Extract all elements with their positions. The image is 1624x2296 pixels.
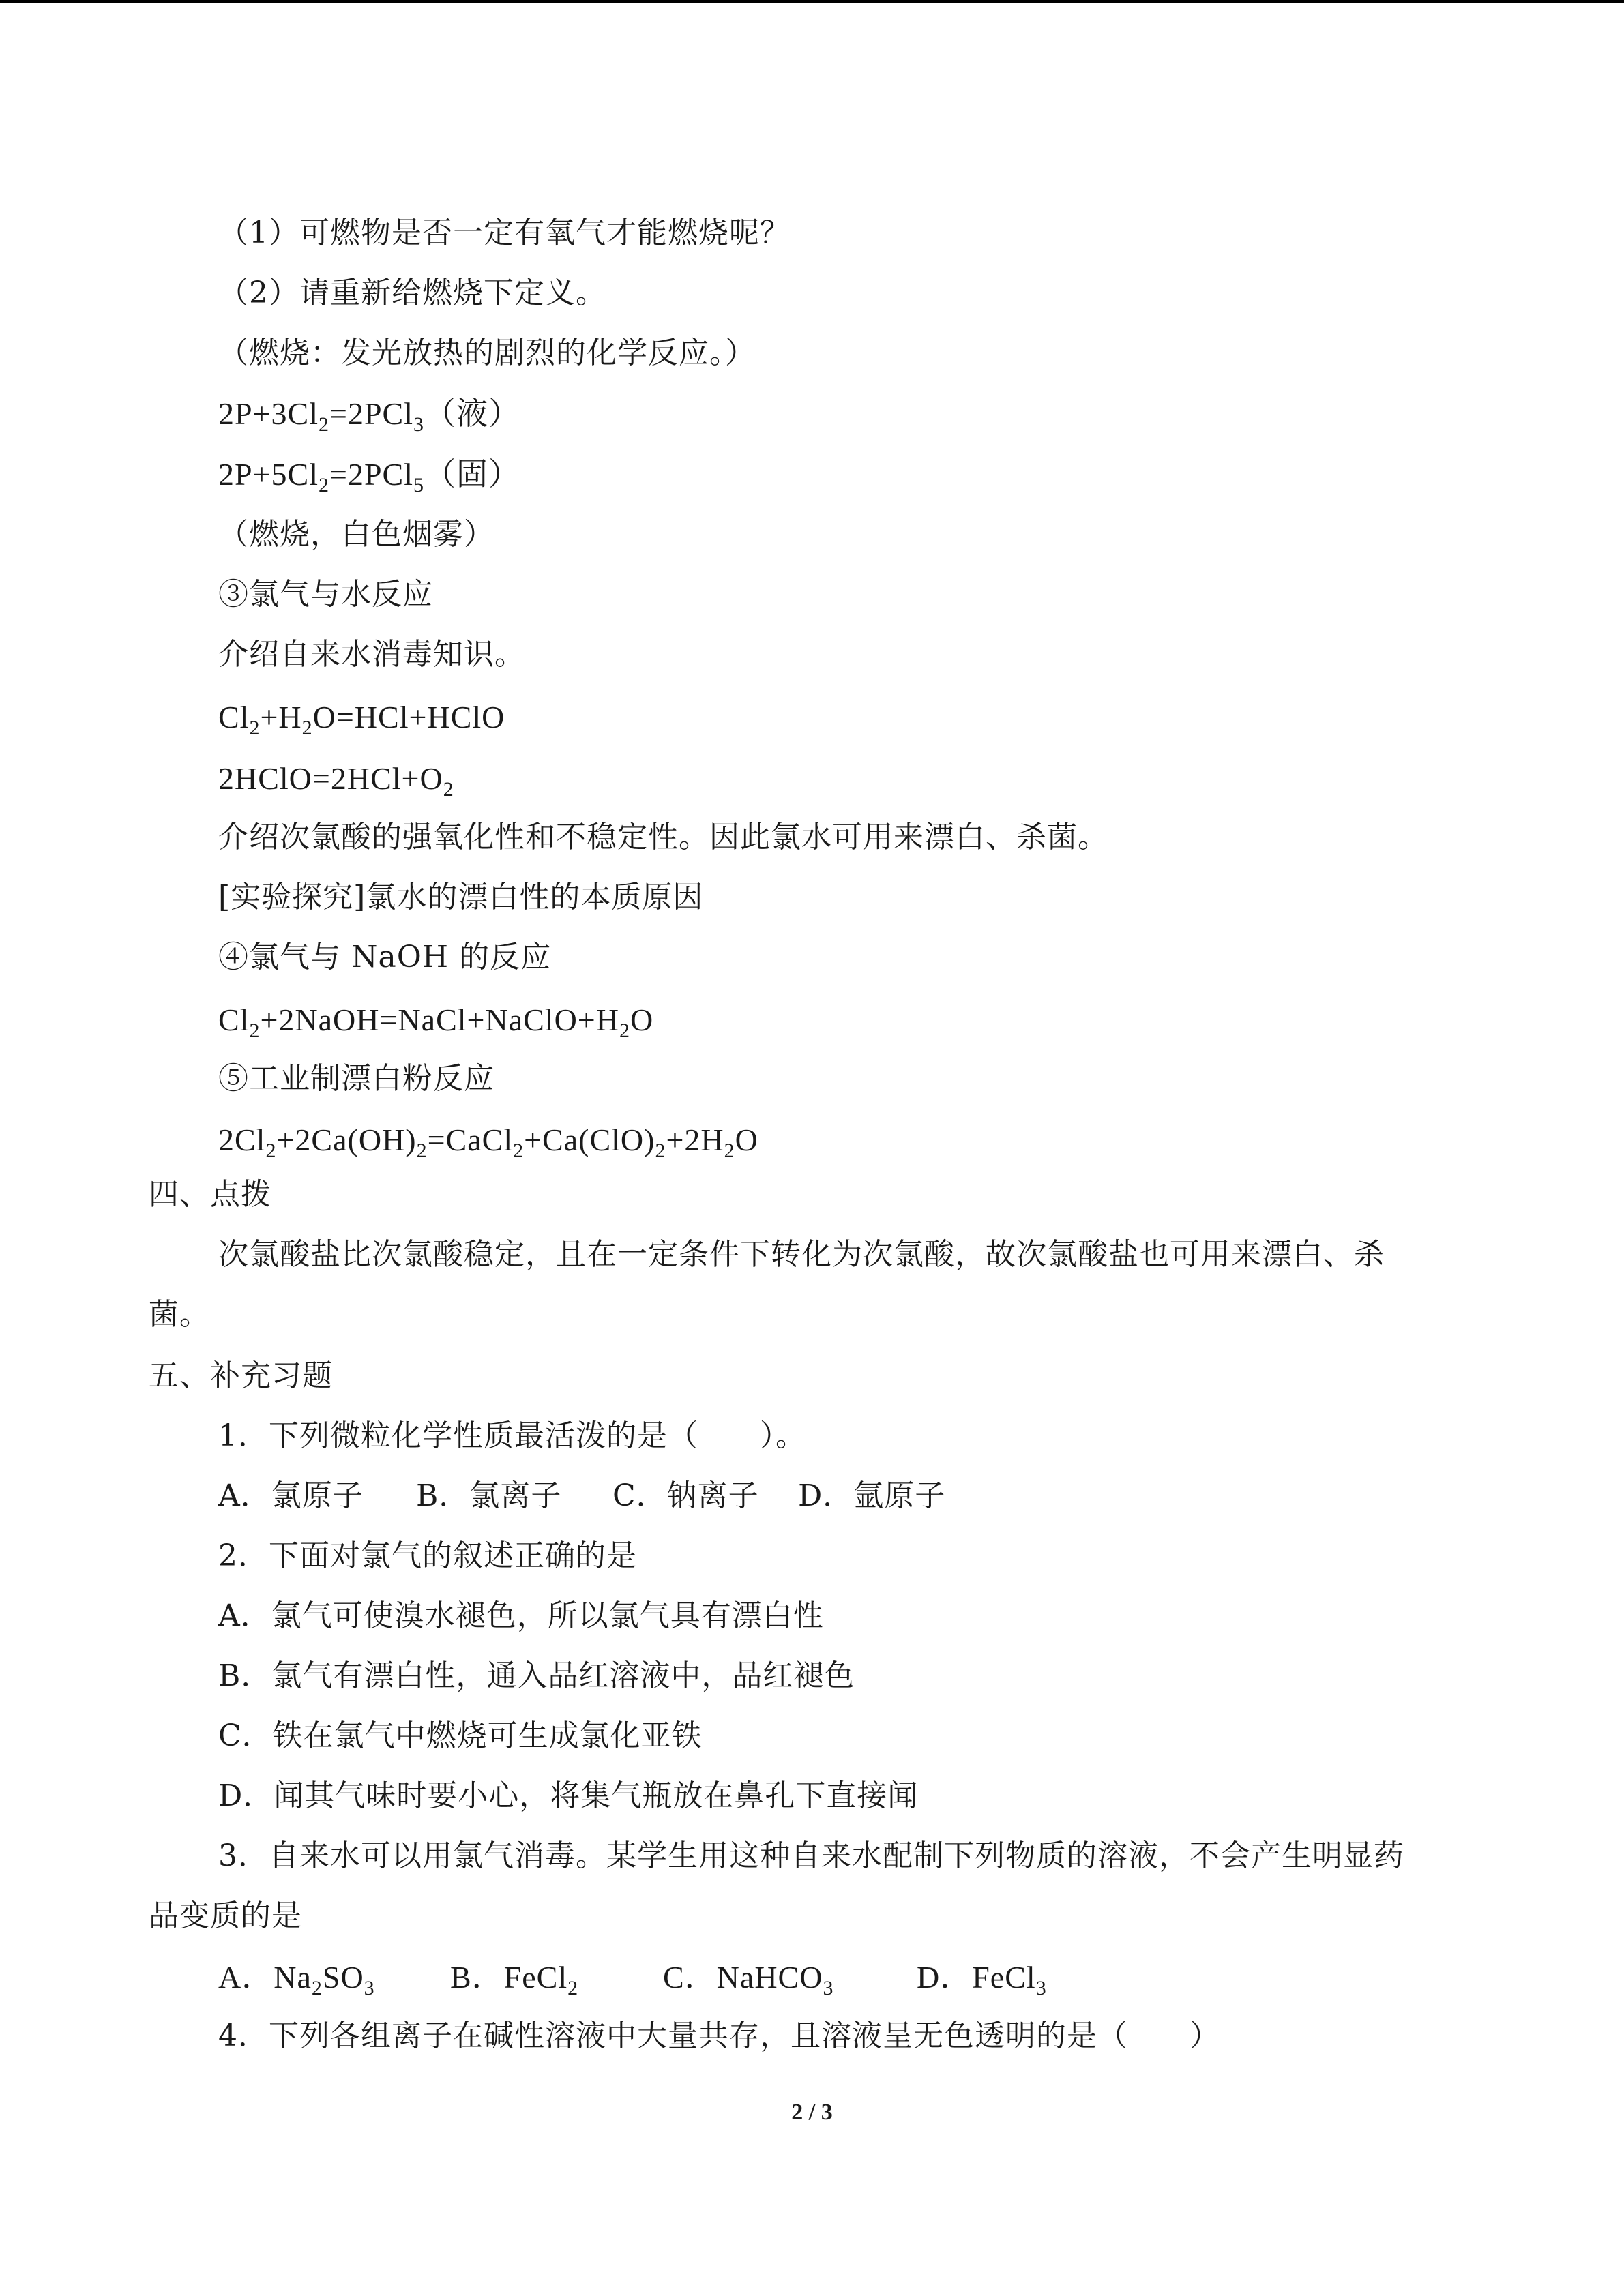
exercise-3-line-1: 3．自来水可以用氯气消毒。某学生用这种自来水配制下列物质的溶液，不会产生明显药 [218, 1838, 1404, 1873]
section-5-heading: 五、补充习题 [149, 1358, 333, 1393]
heading-bleach: ⑤工业制漂白粉反应 [218, 1061, 494, 1096]
exercise-2: 2．下面对氯气的叙述正确的是 [218, 1538, 637, 1573]
exercise-4: 4．下列各组离子在碱性溶液中大量共存，且溶液呈无色透明的是（ ） [218, 2018, 1220, 2053]
equation-bleach: $2Cl_2+2Ca(OH)_2=CaCl_2+Ca(ClO)_2+2H_2O$ [218, 1122, 758, 1162]
option-d: D．氩原子 [798, 1478, 946, 1513]
exercise-3-line-2: 品变质的是 [149, 1898, 302, 1933]
smoke-note: （燃烧，白色烟雾） [218, 517, 494, 552]
section-4-heading: 四、点拨 [149, 1177, 271, 1212]
exercise-1-options [218, 1476, 945, 1517]
tap-water-intro: 介绍自来水消毒知识。 [218, 637, 525, 672]
equation-pcl3: $2P+3Cl_2=2PCl_3$（液） [218, 396, 520, 436]
option-b: B．FeCl$_2$ [450, 1960, 579, 1999]
exercise-2-option-a: A．氯气可使溴水褪色，所以氯气具有漂白性 [218, 1598, 824, 1633]
hclo-intro: 介绍次氯酸的强氧化性和不稳定性。因此氯水可用来漂白、杀菌。 [218, 820, 1108, 854]
tip-line-2: 菌。 [149, 1297, 210, 1332]
equation-pcl5: $2P+5Cl_2=2PCl_5$（固） [218, 457, 520, 496]
question-2: （2）请重新给燃烧下定义。 [218, 275, 606, 310]
combustion-definition: （燃烧：发光放热的剧烈的化学反应。） [218, 336, 756, 370]
option-a: A．$Na_2SO_3$ [218, 1960, 375, 1999]
exercise-3-options [218, 1957, 1047, 1998]
option-c: C．钠离子 [612, 1478, 759, 1513]
tip-line-1: 次氯酸盐比次氯酸稳定，且在一定条件下转化为次氯酸，故次氯酸盐也可用来漂白、杀 [218, 1237, 1385, 1272]
question-1: （1）可燃物是否一定有氧气才能燃烧呢？ [218, 215, 791, 250]
experiment-note: [实验探究]氯水的漂白性的本质原因 [218, 880, 704, 914]
option-b: B．氯离子 [416, 1478, 562, 1513]
exercise-2-option-d: D．闻其气味时要小心，将集气瓶放在鼻孔下直接闻 [218, 1778, 919, 1813]
equation-hclo-decomposition: $2HClO=2HCl+O_2$ [218, 761, 454, 801]
equation-naoh: $Cl_2+2NaOH=NaCl+NaClO+H_2O$ [218, 1002, 654, 1042]
option-a: A．氯原子 [218, 1478, 364, 1513]
heading-naoh: ④氯气与 NaOH 的反应 [218, 940, 552, 974]
option-c: C．NaHCO$_3$ [663, 1960, 834, 1999]
heading-chlorine-water: ③氯气与水反应 [218, 577, 433, 612]
equation-cl2-water: $Cl_2+H_2O=HCl+HClO$ [218, 700, 505, 739]
exercise-1: 1．下列微粒化学性质最活泼的是（ ）。 [218, 1418, 806, 1453]
page-number: 2 / 3 [791, 2100, 833, 2125]
exercise-2-option-c: C．铁在氯气中燃烧可生成氯化亚铁 [218, 1718, 703, 1753]
option-d: D．FeCl$_3$ [917, 1960, 1047, 1999]
exercise-2-option-b: B．氯气有漂白性，通入品红溶液中，品红褪色 [218, 1658, 855, 1693]
